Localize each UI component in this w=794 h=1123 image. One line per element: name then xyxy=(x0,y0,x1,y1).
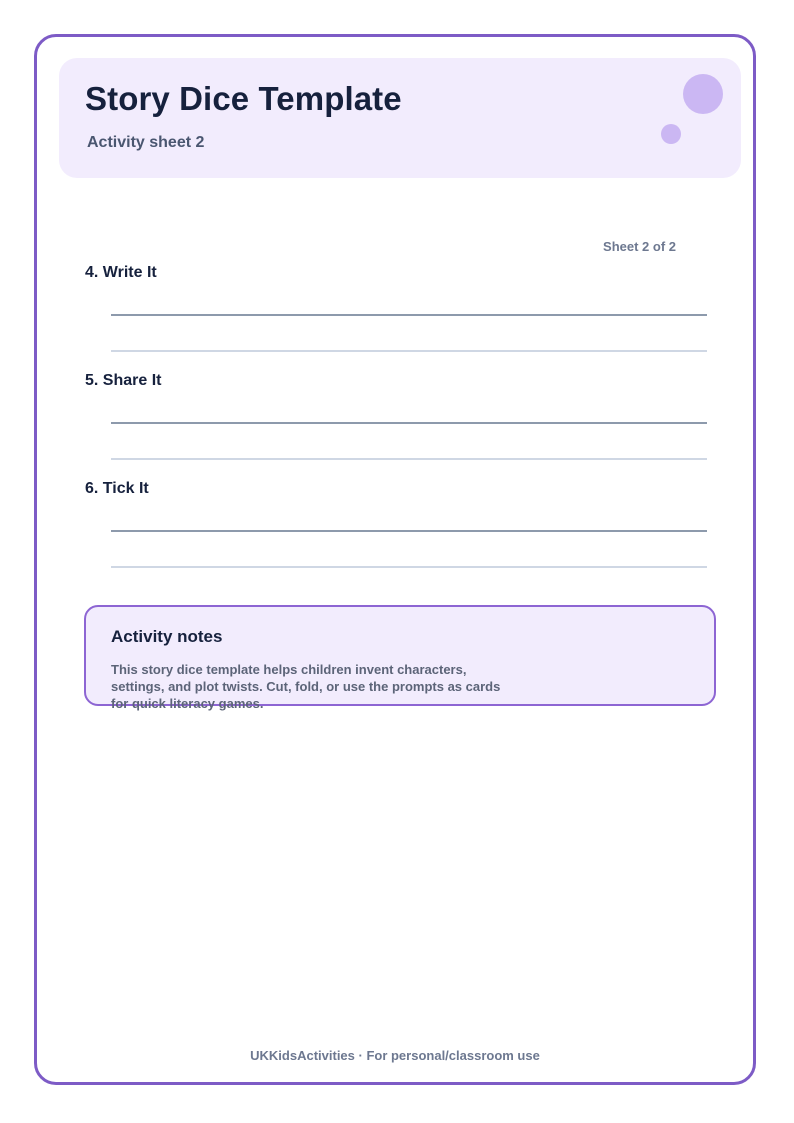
section-heading: 5. Share It xyxy=(85,372,162,389)
activity-notes-box xyxy=(84,605,716,711)
writing-line xyxy=(111,422,707,424)
sheet-count: Sheet 2 of 2 xyxy=(603,239,676,254)
activity-sheet xyxy=(34,34,756,1085)
writing-line xyxy=(111,350,707,352)
section-heading: 6. Tick It xyxy=(85,480,149,497)
footer-credit: UKKidsActivities · For personal/classroom use xyxy=(250,1048,540,1063)
decorative-bubble-large xyxy=(683,74,723,114)
section-share-it xyxy=(85,372,709,390)
header-banner xyxy=(59,58,741,178)
notes-title: Activity notes xyxy=(111,627,223,646)
writing-line xyxy=(111,458,707,460)
writing-line xyxy=(111,566,707,568)
decorative-bubble-small xyxy=(661,124,681,144)
section-heading: 4. Write It xyxy=(85,264,157,281)
page-title: Story Dice Template xyxy=(85,80,402,117)
page-subtitle: Activity sheet 2 xyxy=(87,134,205,151)
writing-line xyxy=(111,314,707,316)
writing-line xyxy=(111,530,707,532)
section-write-it xyxy=(85,264,709,282)
notes-body: This story dice template helps children invent characters, settings, and plot twists. Cut, fold, or use the prompts as cards for quick literacy games. xyxy=(111,662,501,711)
section-tick-it xyxy=(85,480,709,498)
